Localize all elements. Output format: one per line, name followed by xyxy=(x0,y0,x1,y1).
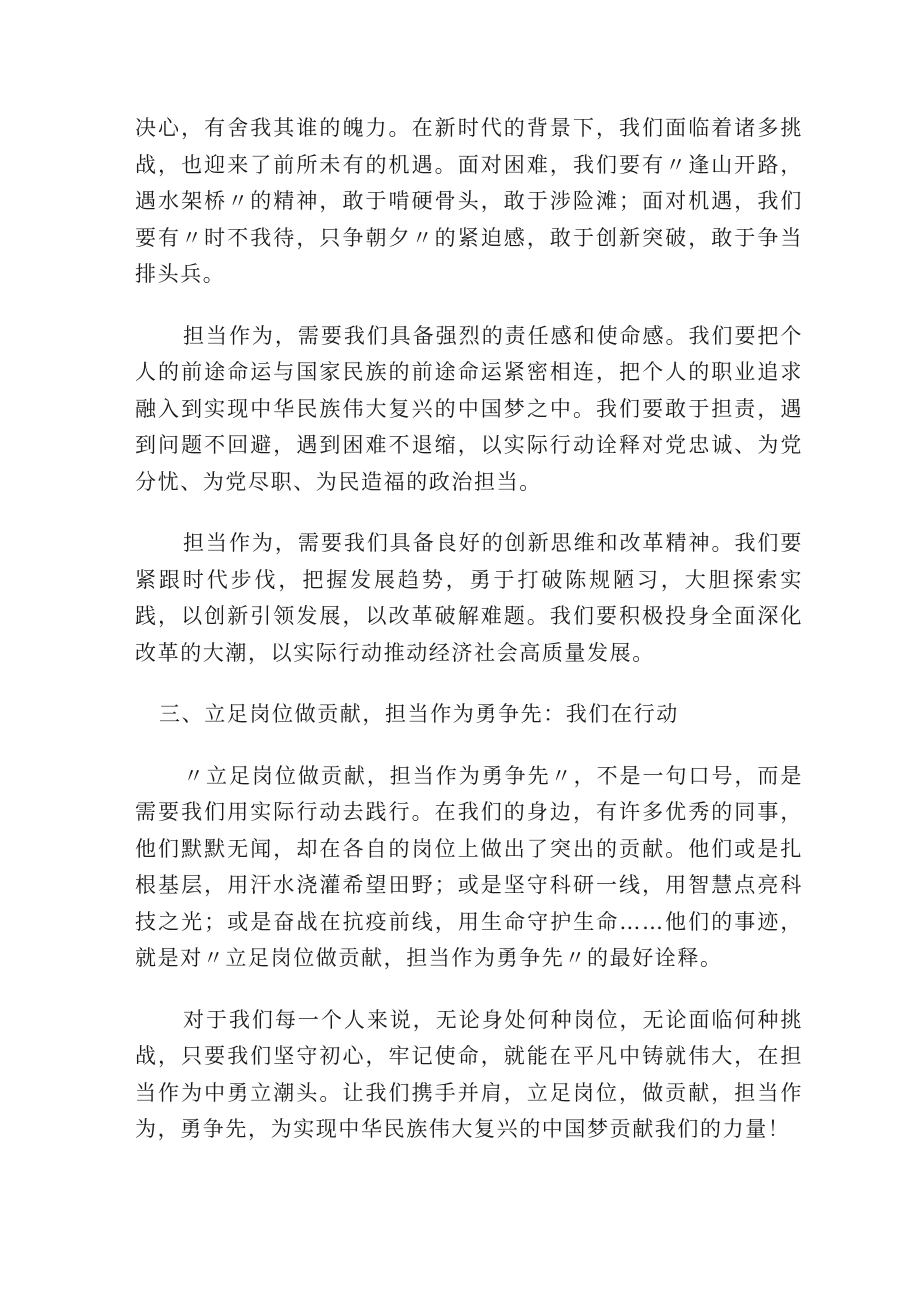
document-body xyxy=(135,110,803,1148)
paragraph-innovation: 担当作为，需要我们具备良好的创新思维和改革精神。我们要紧跟时代步伐，把握发展趋势，勇于打破陈规陋习，大胆探索实践，以创新引领发展，以改革破解难题。我们要积极投身全面深化改革的大潮，以实际行动推动经济社会高质量发展。 xyxy=(135,531,803,665)
section-heading: 三、立足岗位做贡献，担当作为勇争先：我们在行动 xyxy=(159,702,679,726)
paragraph-conclusion: 对于我们每一个人来说，无论身处何种岗位，无论面临何种挑战，只要我们坚守初心，牢记使命，就能在平凡中铸就伟大，在担当作为中勇立潮头。让我们携手并肩，立足岗位，做贡献，担当作为，勇争先，为实现中华民族伟大复兴的中国梦贡献我们的力量！ xyxy=(135,1007,803,1141)
paragraph-responsibility: 担当作为，需要我们具备强烈的责任感和使命感。我们要把个人的前途命运与国家民族的前途命运紧密相连，把个人的职业追求融入到实现中华民族伟大复兴的中国梦之中。我们要敢于担责，遇到问题不回避，遇到困难不退缩，以实际行动诠释对党忠诚、为党分忧、为党尽职、为民造福的政治担当。 xyxy=(135,323,803,494)
paragraph-action: 〃立足岗位做贡献，担当作为勇争先〃，不是一句口号，而是需要我们用实际行动去践行。在我们的身边，有许多优秀的同事，他们默默无闻，却在各自的岗位上做出了突出的贡献。他们或是扎根基层，用汗水浇灌希望田野；或是坚守科研一线，用智慧点亮科技之光；或是奋战在抗疫前线，用生命守护生命……他们的事迹，就是对〃立足岗位做贡献，担当作为勇争先〃的最好诠释。 xyxy=(135,763,803,970)
paragraph-continued: 决心，有舍我其谁的魄力。在新时代的背景下，我们面临着诸多挑战，也迎来了前所未有的机遇。面对困难，我们要有〃逢山开路，遇水架桥〃的精神，敢于啃硬骨头，敢于涉险滩；面对机遇，我们要有〃时不我待，只争朝夕〃的紧迫感，敢于创新突破，敢于争当排头兵。 xyxy=(135,116,803,286)
